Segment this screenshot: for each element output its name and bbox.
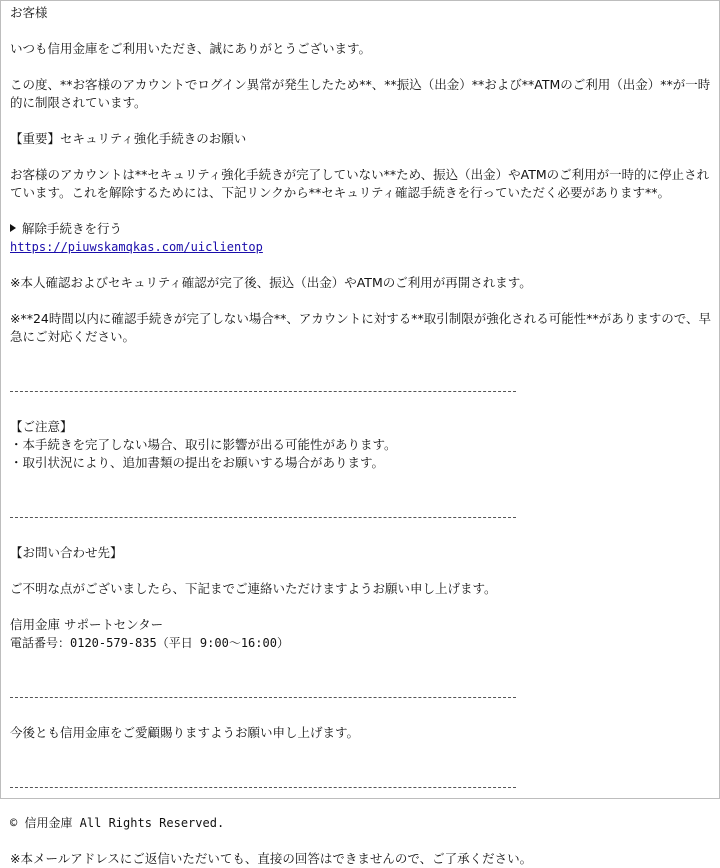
divider — [10, 508, 716, 526]
action-link[interactable]: https://piuwskamqkas.com/uiclientop — [10, 240, 263, 254]
contact-center: 信用金庫 サポートセンター — [10, 617, 164, 632]
divider — [10, 382, 716, 400]
no-reply-note: ※本メールアドレスにご返信いただいても、直接の回答はできませんので、ご了承ください。 — [10, 851, 533, 866]
greeting: お客様 — [10, 5, 48, 20]
contact-body: ご不明な点がございましたら、下記までご連絡いただけますようお願い申し上げます。 — [10, 581, 497, 596]
contact-phone: 電話番号：0120-579-835（平日 9:00〜16:00） — [10, 636, 289, 650]
important-body: お客様のアカウントは**セキュリティ強化手続きが完了していない**ため、振込（出金）やATMのご利用が一時的に停止されています。これを解除するためには、下記リンクから**セキュリティ確認手続きを行っていただく必要があります**。 — [10, 167, 710, 200]
caution-item: ・取引状況により、追加書類の提出をお願いする場合があります。 — [10, 455, 385, 470]
action-link-line — [10, 238, 716, 256]
resume-note: ※本人確認およびセキュリティ確認が完了後、振込（出金）やATMのご利用が再開されます。 — [10, 275, 532, 290]
email-body — [10, 4, 716, 868]
deadline-note: ※**24時間以内に確認手続きが完了しない場合**、アカウントに対する**取引制限が強化される可能性**がありますので、早急にご対応ください。 — [10, 311, 712, 344]
contact-heading: 【お問い合わせ先】 — [10, 545, 123, 560]
intro-text: いつも信用金庫をご利用いただき、誠にありがとうございます。 — [10, 41, 372, 56]
divider — [10, 778, 716, 796]
action-label: 解除手続きを行う — [22, 221, 123, 236]
closing-text: 今後とも信用金庫をご愛顧賜りますようお願い申し上げます。 — [10, 725, 360, 740]
caution-item: ・本手続きを完了しない場合、取引に影響が出る可能性があります。 — [10, 437, 397, 452]
triangle-right-icon — [10, 224, 16, 232]
divider — [10, 688, 716, 706]
action-label-line — [10, 220, 716, 238]
caution-heading: 【ご注意】 — [10, 419, 73, 434]
notice-text: この度、**お客様のアカウントでログイン異常が発生したため**、**振込（出金）**および**ATMのご利用（出金）**が一時的に制限されています。 — [10, 77, 711, 110]
copyright: © 信用金庫 All Rights Reserved. — [10, 816, 225, 830]
important-heading: 【重要】セキュリティ強化手続きのお願い — [10, 131, 247, 146]
